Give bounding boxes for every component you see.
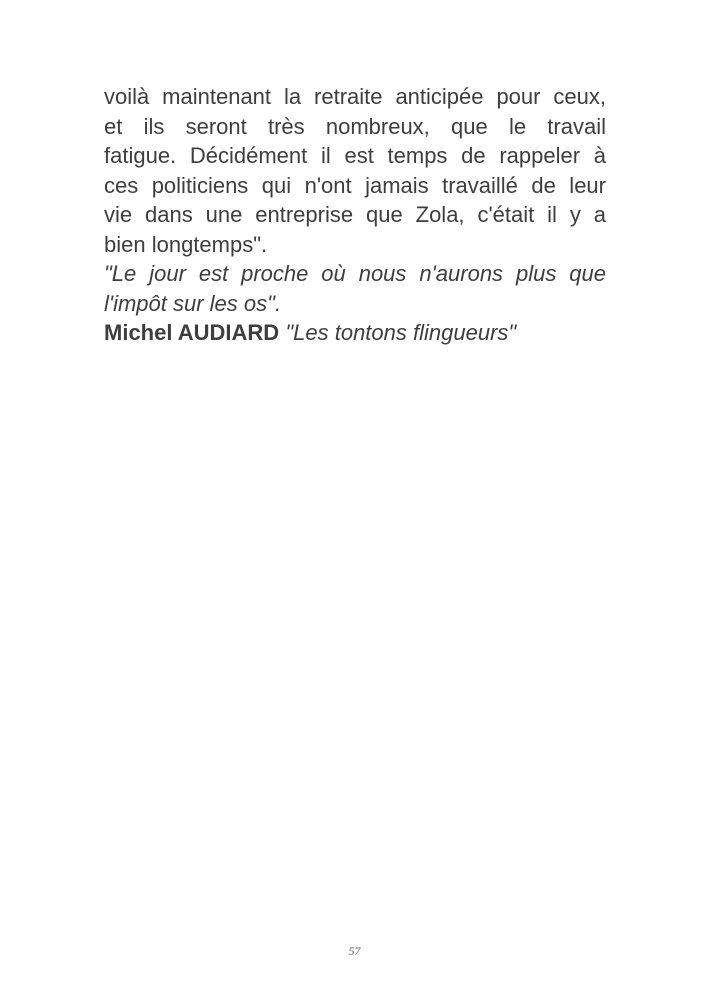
quote-line: l'impôt sur les os".: [104, 290, 282, 316]
body-text: [104, 82, 606, 348]
author-name: Michel AUDIARD: [104, 320, 280, 345]
paragraph-line: voilà maintenant la retraite anticipée pour ceux,: [104, 84, 606, 109]
paragraph-line: vie dans une entreprise que Zola, c'était il y a: [104, 202, 606, 227]
page-number: 57: [348, 944, 361, 958]
paragraph-line: et ils seront très nombreux, que le travail: [104, 113, 606, 139]
attribution-line: [104, 318, 606, 348]
work-title: "Les tontons flingueurs": [285, 320, 517, 345]
paragraph-line: fatigue. Décidément il est temps de rappeler à: [104, 143, 606, 168]
paragraph-line: bien longtemps".: [104, 231, 268, 257]
paragraph-line: ces politiciens qui n'ont jamais travaillé de leur: [104, 172, 606, 198]
quote-line: "Le jour est proche où nous n'aurons plus que: [104, 261, 606, 286]
